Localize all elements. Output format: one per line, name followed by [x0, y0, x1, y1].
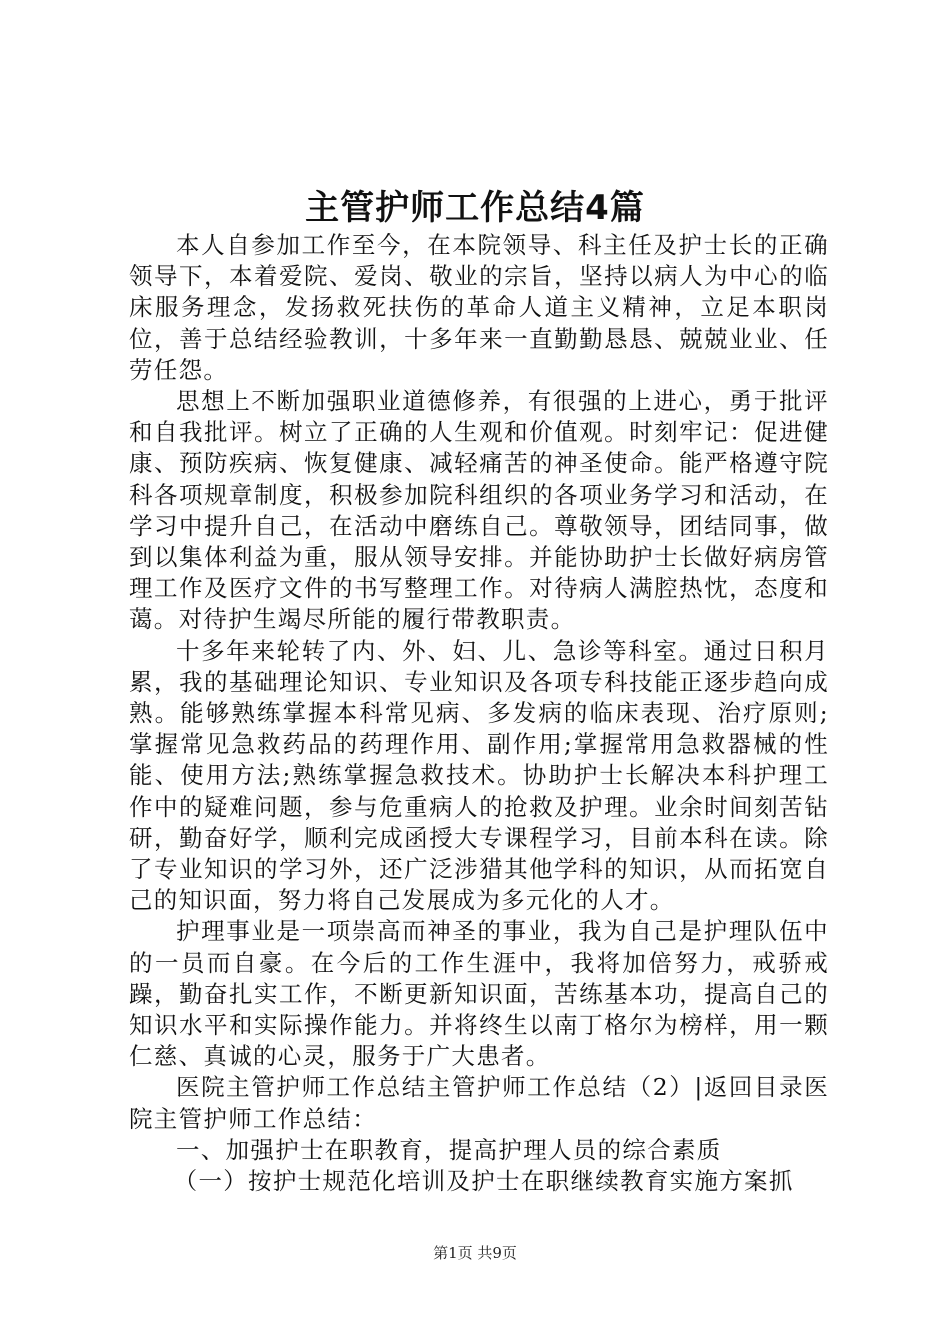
paragraph: 医院主管护师工作总结主管护师工作总结（2）|返回目录医院主管护师工作总结： — [129, 1073, 829, 1133]
paragraph: 思想上不断加强职业道德修养，有很强的上进心，勇于批评和自我批评。树立了正确的人生观和价值观。时刻牢记：促进健康、预防疾病、恢复健康、减轻痛苦的神圣使命。能严格遵守院科各项规章制度，积极参加院科组织的各项业务学习和活动，在学习中提升自己，在活动中磨练自己。尊敬领导，团结同事，做到以集体利益为重，服从领导安排。并能协助护士长做好病房管理工作及医疗文件的书写整理工作。对待病人满腔热忱，态度和蔼。对待护生竭尽所能的履行带教职责。 — [129, 387, 829, 634]
paragraph: 本人自参加工作至今，在本院领导、科主任及护士长的正确领导下，本着爱院、爱岗、敬业的宗旨，坚持以病人为中心的临床服务理念，发扬救死扶伤的革命人道主义精神，立足本职岗位，善于总结经验教训，十多年来一直勤勤恳恳、兢兢业业、任劳任怨。 — [129, 231, 829, 384]
subsection-heading: （一）按护士规范化培训及护士在职继续教育实施方案抓 — [173, 1167, 794, 1196]
paragraph: 护理事业是一项崇高而神圣的事业，我为自己是护理队伍中的一员而自豪。在今后的工作生涯中，我将加倍努力，戒骄戒躁，勤奋扎实工作，不断更新知识面，苦练基本功，提高自己的知识水平和实际操作能力。并将终生以南丁格尔为榜样，用一颗仁慈、真诚的心灵，服务于广大患者。 — [129, 917, 829, 1071]
page-footer: 第1页 共9页 — [433, 1244, 517, 1262]
document-body — [129, 230, 829, 1197]
section-heading: 一、加强护士在职教育，提高护理人员的综合素质 — [176, 1135, 722, 1164]
paragraph: 十多年来轮转了内、外、妇、儿、急诊等科室。通过日积月累，我的基础理论知识、专业知识及各项专科技能正逐步趋向成熟。能够熟练掌握本科常见病、多发病的临床表现、治疗原则;掌握常见急救药品的药理作用、副作用;掌握常用急救器械的性能、使用方法;熟练掌握急救技术。协助护士长解决本科护理工作中的疑难问题，参与危重病人的抢救及护理。业余时间刻苦钻研，勤奋好学，顺利完成函授大专课程学习，目前本科在读。除了专业知识的学习外，还广泛涉猎其他学科的知识，从而拓宽自己的知识面，努力将自己发展成为多元化的人才。 — [129, 636, 829, 915]
document-title: 主管护师工作总结4篇 — [305, 188, 645, 228]
